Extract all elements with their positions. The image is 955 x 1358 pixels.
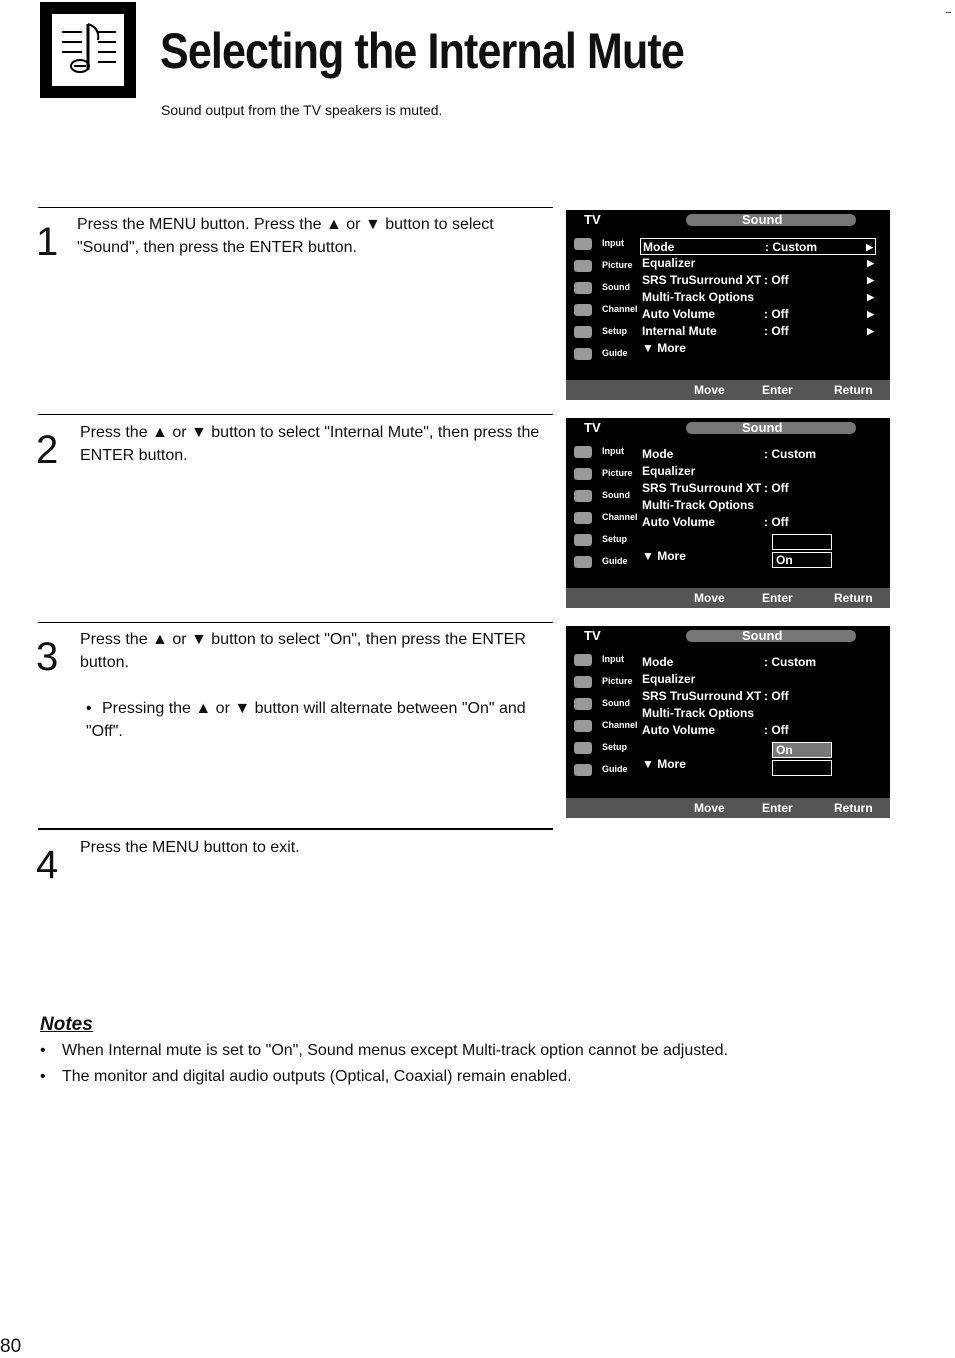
menu-row-auto-volume: Auto Volume : Off bbox=[642, 515, 789, 529]
tv-label: TV bbox=[584, 420, 601, 435]
footer-move: Move bbox=[694, 383, 725, 397]
sidebar-item-guide: Guide bbox=[570, 760, 636, 782]
tv-footer bbox=[566, 380, 890, 400]
corner-mark bbox=[946, 12, 951, 13]
footer-return: Return bbox=[834, 801, 873, 815]
menu-row-srs: SRS TruSurround XT : Off ▶ bbox=[642, 273, 874, 287]
bullet-dot: • bbox=[86, 700, 92, 717]
bullet-dot: • bbox=[40, 1042, 46, 1059]
tv-sidebar bbox=[570, 234, 636, 366]
tv-label: TV bbox=[584, 628, 601, 643]
sidebar-item-input: Input bbox=[570, 650, 636, 672]
tv-header bbox=[566, 210, 890, 230]
sidebar-item-channel: Channel bbox=[570, 300, 636, 322]
page-number: 80 bbox=[0, 1336, 22, 1357]
option-on-text: On bbox=[776, 743, 793, 757]
step-3-bullet bbox=[86, 697, 526, 743]
step-1-divider bbox=[38, 207, 553, 208]
sidebar-item-setup: Setup bbox=[570, 322, 636, 344]
section-name: Sound bbox=[742, 212, 783, 227]
note-text: The monitor and digital audio outputs (Optical, Coaxial) remain enabled. bbox=[62, 1068, 572, 1085]
footer-move: Move bbox=[694, 801, 725, 815]
sidebar-item-input: Input bbox=[570, 234, 636, 256]
step-4-divider bbox=[38, 828, 553, 830]
menu-row-more: ▼ More bbox=[642, 549, 686, 563]
sidebar-item-picture: Picture bbox=[570, 464, 636, 486]
option-box-off bbox=[772, 760, 832, 776]
menu-row-auto-volume: Auto Volume : Off ▶ bbox=[642, 307, 874, 321]
tv-screen-1 bbox=[566, 210, 890, 400]
menu-row-multitrack: Multi-Track Options ▶ bbox=[642, 290, 874, 304]
menu-row-equalizer: Equalizer ▶ bbox=[642, 256, 874, 270]
step-2-number: 2 bbox=[36, 428, 59, 472]
step-3-number: 3 bbox=[36, 635, 59, 679]
menu-row-more: ▼ More bbox=[642, 757, 686, 771]
sidebar-item-guide: Guide bbox=[570, 344, 636, 366]
menu-row-multitrack: Multi-Track Options bbox=[642, 498, 755, 512]
tv-menu bbox=[640, 446, 876, 565]
menu-row-internal-mute: Internal Mute : Off ▶ bbox=[642, 324, 874, 338]
footer-enter: Enter bbox=[762, 801, 793, 815]
sidebar-item-sound: Sound bbox=[570, 694, 636, 716]
note-text: When Internal mute is set to "On", Sound menus except Multi-track option cannot be adjusted. bbox=[62, 1042, 728, 1059]
page-title: Selecting the Internal Mute bbox=[160, 23, 684, 79]
menu-row-mode: Mode : Custom bbox=[642, 655, 816, 669]
bullet-dot: • bbox=[40, 1068, 46, 1085]
tv-screen-3 bbox=[566, 626, 890, 818]
sidebar-item-picture: Picture bbox=[570, 672, 636, 694]
tv-label: TV bbox=[584, 212, 601, 227]
footer-enter: Enter bbox=[762, 383, 793, 397]
sidebar-item-sound: Sound bbox=[570, 278, 636, 300]
menu-row-srs: SRS TruSurround XT : Off bbox=[642, 689, 789, 703]
tv-menu bbox=[640, 654, 876, 773]
step-3-divider bbox=[38, 622, 553, 623]
page-subtitle: Sound output from the TV speakers is muted. bbox=[161, 102, 443, 118]
menu-row-mode: Mode : Custom bbox=[642, 447, 816, 461]
tv-header bbox=[566, 626, 890, 646]
menu-row-mode: Mode : Custom ▶ bbox=[640, 238, 876, 255]
footer-enter: Enter bbox=[762, 591, 793, 605]
menu-row-more: ▼ More bbox=[642, 341, 686, 355]
footer-return: Return bbox=[834, 591, 873, 605]
sidebar-item-input: Input bbox=[570, 442, 636, 464]
step-2-divider bbox=[38, 414, 553, 415]
menu-row-blank bbox=[640, 531, 876, 548]
menu-row-auto-volume: Auto Volume : Off bbox=[642, 723, 789, 737]
note-item bbox=[40, 1041, 728, 1061]
option-on-text: On bbox=[776, 553, 793, 567]
tv-footer bbox=[566, 588, 890, 608]
tv-menu bbox=[640, 238, 876, 357]
step-3-bullet-text: Pressing the ▲ or ▼ button will alternate between "On" and "Off". bbox=[86, 700, 526, 740]
option-box-off bbox=[772, 534, 832, 550]
menu-row-multitrack: Multi-Track Options bbox=[642, 706, 755, 720]
music-note-menu-icon bbox=[52, 14, 124, 86]
tv-screen-2 bbox=[566, 418, 890, 608]
sidebar-item-setup: Setup bbox=[570, 530, 636, 552]
sidebar-item-picture: Picture bbox=[570, 256, 636, 278]
menu-row-blank bbox=[640, 739, 876, 756]
step-2-text: Press the ▲ or ▼ button to select "Internal Mute", then press the ENTER button. bbox=[80, 424, 540, 464]
sidebar-item-setup: Setup bbox=[570, 738, 636, 760]
tv-header bbox=[566, 418, 890, 438]
footer-move: Move bbox=[694, 591, 725, 605]
step-1-text: Press the MENU button. Press the ▲ or ▼ button to select "Sound", then press the ENTER button. bbox=[77, 216, 494, 256]
menu-row-srs: SRS TruSurround XT : Off bbox=[642, 481, 789, 495]
menu-row-equalizer: Equalizer bbox=[642, 672, 696, 686]
tv-sidebar bbox=[570, 442, 636, 574]
sidebar-item-guide: Guide bbox=[570, 552, 636, 574]
section-name: Sound bbox=[742, 420, 783, 435]
section-logo bbox=[40, 2, 136, 98]
step-4-text: Press the MENU button to exit. bbox=[80, 839, 300, 856]
footer-return: Return bbox=[834, 383, 873, 397]
notes-heading: Notes bbox=[40, 1014, 93, 1035]
note-item bbox=[40, 1067, 572, 1087]
sidebar-item-sound: Sound bbox=[570, 486, 636, 508]
step-4-number: 4 bbox=[36, 843, 59, 887]
tv-sidebar bbox=[570, 650, 636, 782]
step-1-number: 1 bbox=[36, 220, 59, 264]
tv-footer bbox=[566, 798, 890, 818]
menu-row-equalizer: Equalizer bbox=[642, 464, 696, 478]
step-3-text: Press the ▲ or ▼ button to select "On", then press the ENTER button. bbox=[80, 631, 526, 671]
section-name: Sound bbox=[742, 628, 783, 643]
sidebar-item-channel: Channel bbox=[570, 716, 636, 738]
sidebar-item-channel: Channel bbox=[570, 508, 636, 530]
